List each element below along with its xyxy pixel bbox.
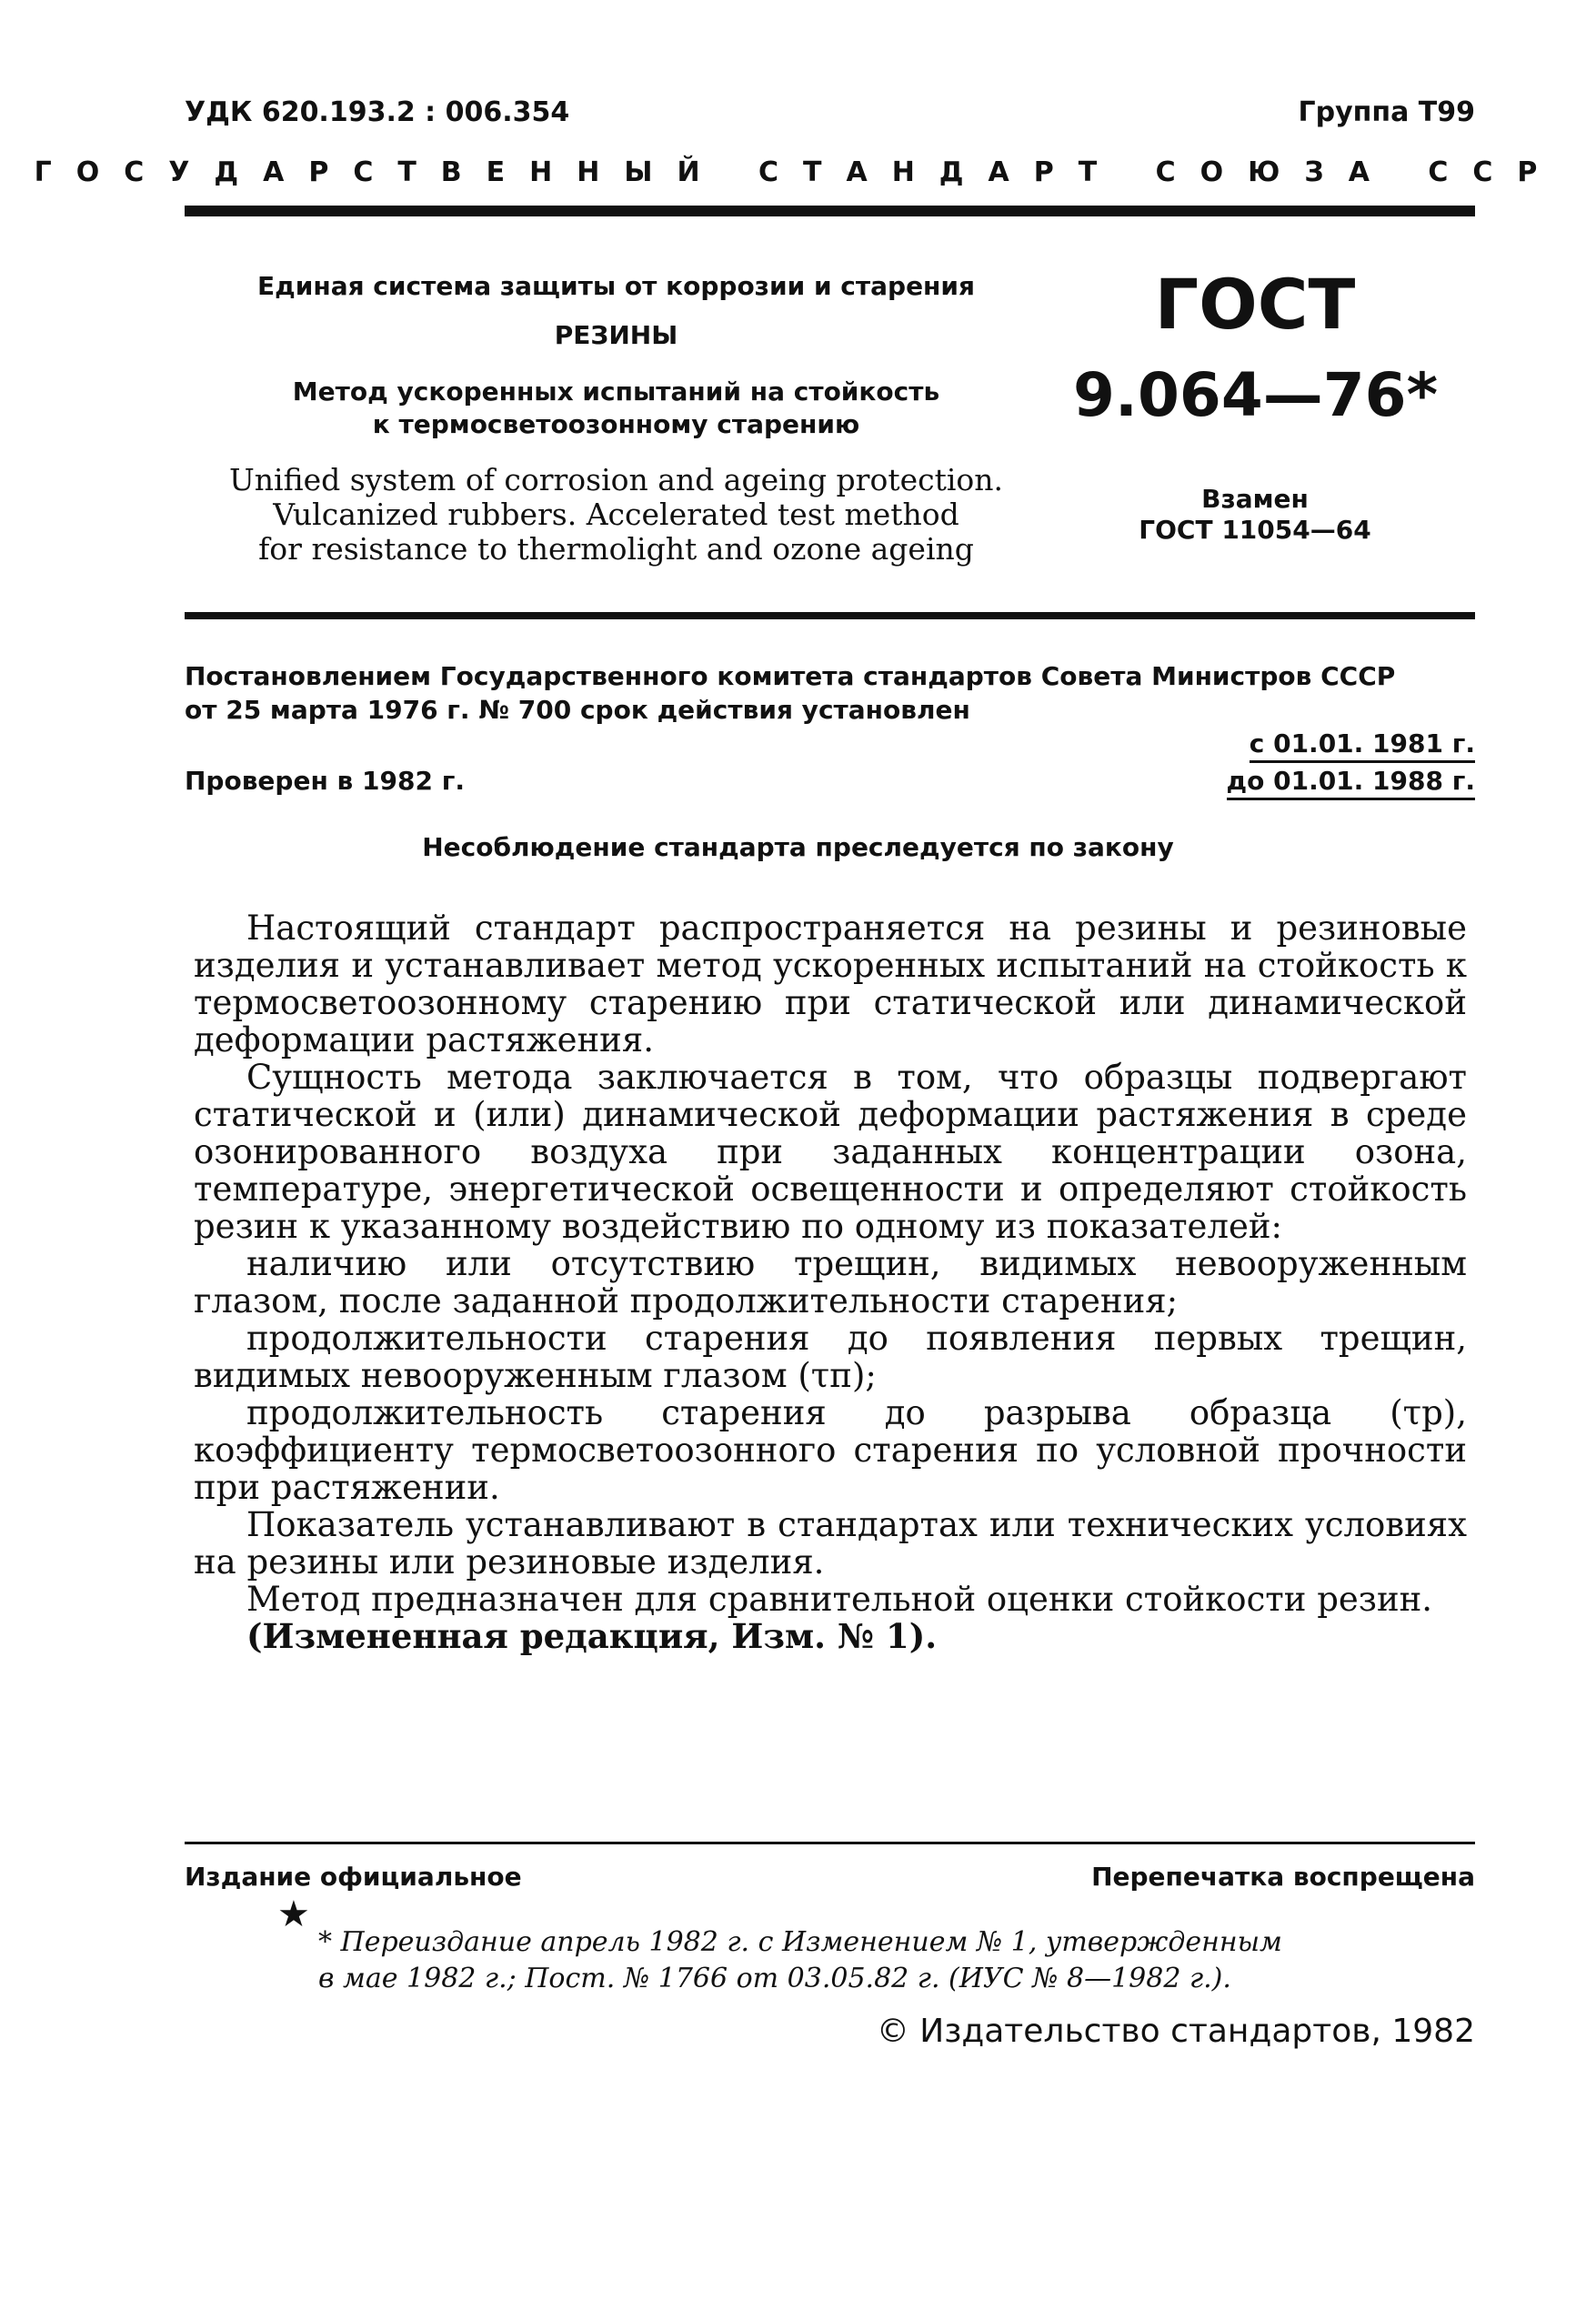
validity-from: с 01.01. 1981 г.	[1250, 728, 1475, 763]
star-icon: ★	[277, 1893, 310, 1935]
body-paragraph: Метод предназначен для сравнительной оценки стойкости резин.	[246, 1580, 1433, 1619]
validity-to: до 01.01. 1988 г.	[1227, 766, 1476, 800]
checked-year: Проверен в 1982 г.	[185, 766, 465, 796]
body-text	[194, 909, 1467, 1655]
decree-line1: Постановлением Государственного комитета стандартов Совета Министров СССР	[185, 661, 1396, 691]
footnote-line2: в мае 1982 г.; Пост. № 1766 от 03.05.82 г. (ИУС № 8—1982 г.).	[318, 1963, 1231, 1994]
header-rule	[185, 206, 1475, 216]
system-title: Единая система защиты от коррозии и старения	[256, 271, 976, 301]
replaces-label: Взамен	[1201, 484, 1309, 514]
english-title-line1: Unified system of corrosion and ageing protection.	[228, 462, 1004, 497]
footer-rule	[185, 1842, 1475, 1844]
decree-line2: от 25 марта 1976 г. № 700 срок действия установлен	[185, 695, 970, 725]
reprint-prohibited: Перепечатка воспрещена	[1091, 1862, 1475, 1892]
copyright: © Издательство стандартов, 1982	[876, 2013, 1475, 2050]
footnote-line1: * Переиздание апрель 1982 г. с Изменением № 1, утвержденным	[318, 1926, 1282, 1958]
english-title-line3: for resistance to thermolight and ozone ageing	[258, 531, 974, 567]
body-paragraph: Настоящий стандарт распространяется на резины и резиновые изделия и устанавливает метод ускоренных испытаний на стойкость к термосветоозонному старению при статической или динамической деформации растяжения.	[194, 909, 1467, 1060]
english-title-line2: Vulcanized rubbers. Accelerated test method	[273, 497, 959, 532]
body-paragraph: продолжительность старения до разрыва образца (τр), коэффициенту термосветоозонного старения по условной прочности при растяжении.	[194, 1393, 1467, 1507]
standard-title: ГОСУДАРСТВЕННЫЙ СТАНДАРТ СОЮЗА ССР	[34, 156, 1562, 188]
method-title-line2: к термосветоозонному старению	[372, 409, 860, 439]
title-rule	[185, 612, 1475, 619]
gost-number: 9.064—76*	[1073, 360, 1439, 430]
body-paragraph: наличию или отсутствию трещин, видимых невооруженным глазом, после заданной продолжительности старения;	[194, 1244, 1467, 1321]
law-warning: Несоблюдение стандарта преследуется по закону	[422, 832, 1174, 862]
body-paragraph: продолжительности старения до появления первых трещин, видимых невооруженным глазом (τп);	[194, 1319, 1467, 1395]
method-title-line1: Метод ускоренных испытаний на стойкость	[292, 377, 940, 407]
body-paragraph: Показатель устанавливают в стандартах или технических условиях на резины или резиновые изделия.	[194, 1505, 1467, 1582]
replaces-standard: ГОСТ 11054—64	[1139, 515, 1371, 545]
group-code: Группа Т99	[1298, 96, 1475, 128]
subject-title: РЕЗИНЫ	[554, 320, 678, 350]
gost-label: ГОСТ	[1154, 264, 1356, 345]
official-edition: Издание официальное	[185, 1862, 522, 1892]
change-note: (Измененная редакция, Изм. № 1).	[246, 1616, 938, 1656]
udk-code: УДК 620.193.2 : 006.354	[185, 96, 570, 128]
body-paragraph: Сущность метода заключается в том, что образцы подвергают статической и (или) динамической деформации растяжения в среде озонированного воздуха при заданных концентрации озона, температуре, энергетической освещенности и определяют стойкость резин к указанному воздействию по одному из показателей:	[194, 1058, 1467, 1246]
